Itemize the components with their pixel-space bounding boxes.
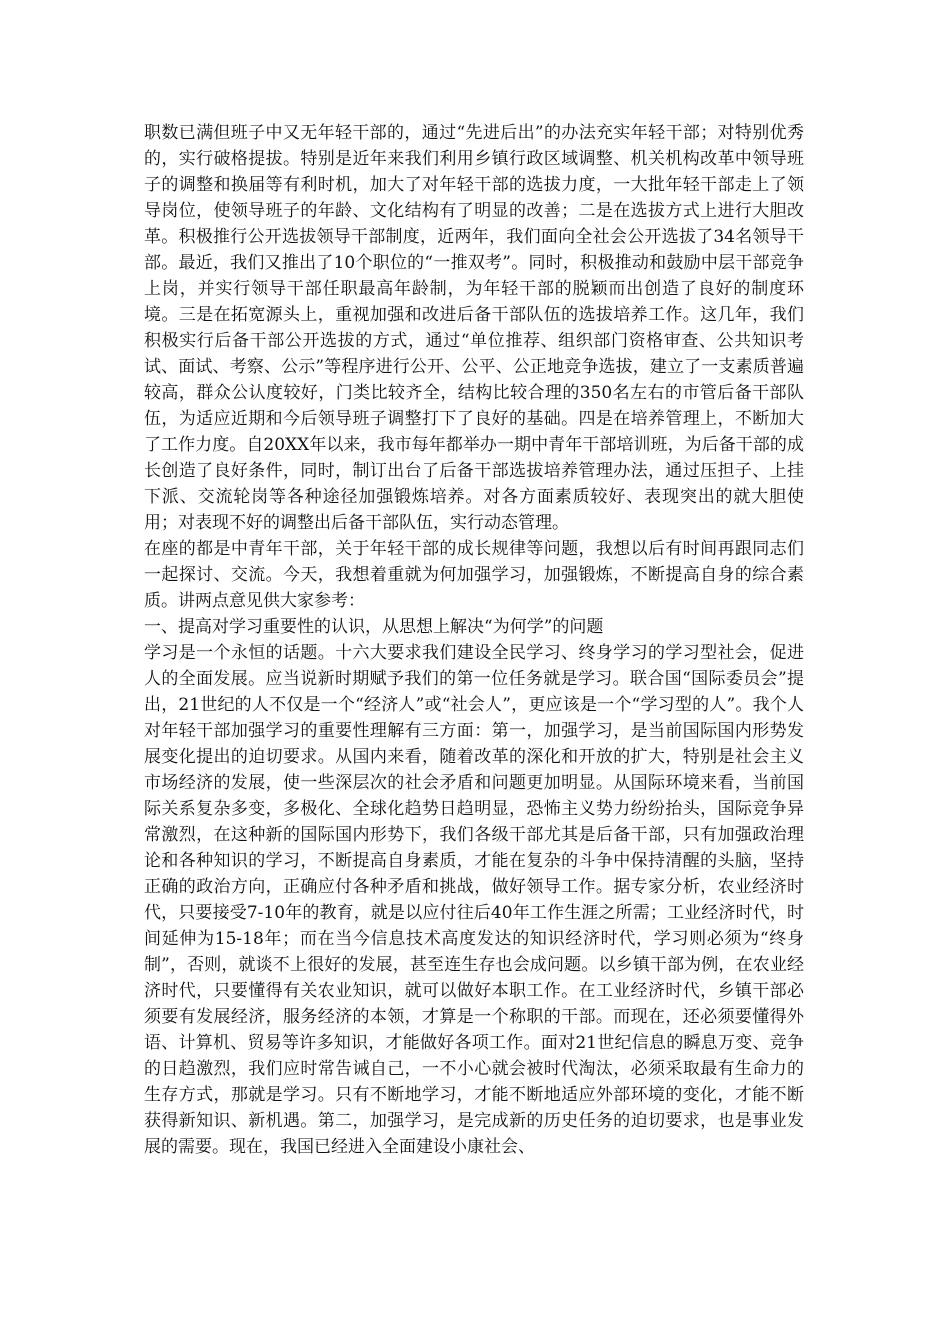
section-heading: 一、提高对学习重要性的认识，从思想上解决“为何学”的问题: [144, 617, 604, 637]
body-paragraph: 职数已满但班子中又无年轻干部的，通过“先进后出”的办法充实年轻干部；对特别优秀的，实行破格提拔。特别是近年来我们利用乡镇行政区域调整、机关机构改革中领导班子的调整和换届等有利时机，加大了对年轻干部的选拔力度，一大批年轻干部走上了领导岗位，使领导班子的年龄、文化结构有了明显的改善；二是在选拔方式上进行大胆改革。积极推行公开选拔领导干部制度，近两年，我们面向全社会公开选拔了34名领导干部。最近，我们又推出了10个职位的“一推双考”。同时，积极推动和鼓励中层干部竞争上岗，并实行领导干部任职最高年龄制，为年轻干部的脱颖而出创造了良好的制度环境。三是在拓宽源头上，重视加强和改进后备干部队伍的选拔培养工作。这几年，我们积极实行后备干部公开选拔的方式，通过“单位推荐、组织部门资格审查、公共知识考试、面试、考察、公示”等程序进行公开、公平、公正地竞争选拔，建立了一支素质普遍较高，群众公认度较好，门类比较齐全，结构比较合理的350名左右的市管后备干部队伍，为适应近期和今后领导班子调整打下了良好的基础。四是在培养管理上，不断加大了工作力度。自20XX年以来，我市每年都举办一期中青年干部培训班，为后备干部的成长创造了良好条件，同时，制订出台了后备干部选拔培养管理办法，通过压担子、上挂下派、交流轮岗等各种途径加强锻炼培养。对各方面素质较好、表现突出的就大胆使用；对表现不好的调整出后备干部队伍，实行动态管理。: [144, 123, 804, 533]
body-paragraph: 在座的都是中青年干部，关于年轻干部的成长规律等问题，我想以后有时间再跟同志们一起探讨、交流。今天，我想着重就为何加强学习，加强锻炼，不断提高自身的综合素质。讲两点意见供大家参考：: [144, 539, 804, 611]
document-page: [144, 120, 804, 1160]
body-paragraph: 学习是一个永恒的话题。十六大要求我们建设全民学习、终身学习的学习型社会，促进人的全面发展。应当说新时期赋予我们的第一位任务就是学习。联合国“国际委员会”提出，21世纪的人不仅是一个“经济人”或“社会人”，更应该是一个“学习型的人”。我个人对年轻干部加强学习的重要性理解有三方面：第一，加强学习，是当前国际国内形势发展变化提出的迫切要求。从国内来看，随着改革的深化和开放的扩大，特别是社会主义市场经济的发展，使一些深层次的社会矛盾和问题更加明显。从国际环境来看，当前国际关系复杂多变，多极化、全球化趋势日趋明显，恐怖主义势力纷纷抬头，国际竞争异常激烈，在这种新的国际国内形势下，我们各级干部尤其是后备干部，只有加强政治理论和各种知识的学习，不断提高自身素质，才能在复杂的斗争中保持清醒的头脑，坚持正确的政治方向，正确应付各种矛盾和挑战，做好领导工作。据专家分析，农业经济时代，只要接受7-10年的教育，就是以应付往后40年工作生涯之所需；工业经济时代，时间延伸为15-18年；而在当今信息技术高度发达的知识经济时代，学习则必须为“终身制”，否则，就谈不上很好的发展，甚至连生存也会成问题。以乡镇干部为例，在农业经济时代，只要懂得有关农业知识，就可以做好本职工作。在工业经济时代，乡镇干部必须要有发展经济，服务经济的本领，才算是一个称职的干部。而现在，还必须要懂得外语、计算机、贸易等许多知识，才能做好各项工作。面对21世纪信息的瞬息万变、竞争的日趋激烈，我们应时常告诫自己，一不小心就会被时代淘汰，必须采取最有生命力的生存方式，那就是学习。只有不断地学习，才能不断地适应外部环境的变化，才能不断获得新知识、新机遇。第二，加强学习，是完成新的历史任务的迫切要求，也是事业发展的需要。现在，我国已经进入全面建设小康社会、: [144, 643, 804, 1157]
